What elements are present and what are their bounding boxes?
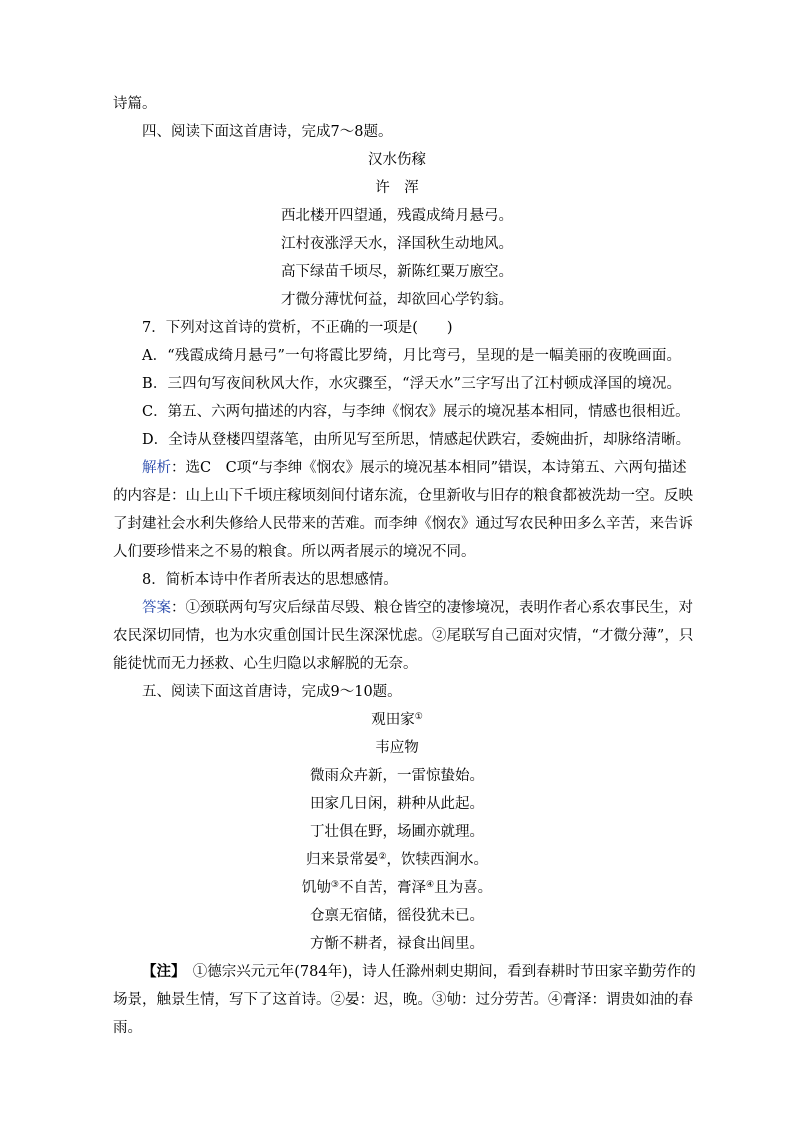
- option-a: A．“残霞成绮月悬弓”一句将霞比罗绮，月比弯弓，呈现的是一幅美丽的夜晚画面。: [142, 348, 681, 364]
- poem2-line-part: ，饮犊西涧水。: [386, 852, 489, 868]
- note-line: 雨。: [113, 1020, 142, 1036]
- analysis-line: 人们要珍惜来之不易的粮食。所以两者展示的境况不同。: [113, 544, 476, 560]
- poem2-line: 田家几日闲，耕种从此起。: [310, 796, 484, 812]
- analysis-line: 的内容是：山上山下千顷庄稼顷刻间付诸东流，仓里新收与旧存的粮食都被洗劫一空。反映: [113, 488, 693, 504]
- poem1-line: 才微分薄忧何益，却欲回心学钓翁。: [281, 292, 513, 308]
- poem2-line: [0, 881, 794, 896]
- poem2-line-part: 饥劬: [301, 880, 331, 896]
- poem1-line: 江村夜涨浮天水，泽国秋生动地风。: [281, 236, 513, 252]
- poem1-title: 汉水伤稼: [368, 152, 426, 168]
- footnote-marker: ④: [426, 880, 435, 890]
- question-8: 8．简析本诗中作者所表达的思想感情。: [142, 572, 398, 588]
- note-line: [142, 963, 696, 980]
- footnote-marker: ①: [414, 712, 423, 722]
- analysis-line: [142, 460, 687, 476]
- poem2-title: [0, 713, 794, 728]
- paragraph-tail: 诗篇。: [113, 96, 157, 112]
- option-d: D．全诗从登楼四望落笔，由所见写至所思，情感起伏跌宕，委婉曲折，却脉络清晰。: [142, 432, 691, 448]
- poem2-line: 丁壮俱在野，场圃亦就理。: [310, 824, 484, 840]
- note-line: 场景，触景生情，写下了这首诗。②晏：迟，晚。③劬：过分劳苦。④膏泽：谓贵如油的春: [113, 992, 693, 1008]
- analysis-label: 解析: [142, 460, 171, 476]
- poem2-line-part: 且为喜。: [434, 880, 493, 896]
- analysis-line: 了封建社会水利失修给人民带来的苦难。而李绅《悯农》通过写农民种田多么辛苦，来告诉: [113, 516, 693, 532]
- poem2-line: [0, 853, 794, 868]
- footnote-marker: ②: [378, 852, 387, 862]
- option-b: B．三四句写夜间秋风大作，水灾骤至，“浮天水”三字写出了江村顿成泽国的境况。: [142, 376, 681, 392]
- answer-line: 能徒忧而无力拯救、心生归隐以求解脱的无奈。: [113, 656, 418, 672]
- analysis-text: ：选C C项“与李绅《悯农》展示的境况基本相同”错误，本诗第五、六两句描述: [171, 460, 687, 476]
- section-five-heading: 五、阅读下面这首唐诗，完成9～10题。: [142, 684, 402, 700]
- answer-label: 答案: [142, 600, 171, 616]
- poem2-line: 仓禀无宿储，徭役犹未已。: [310, 908, 484, 924]
- footnote-marker: ③: [330, 880, 339, 890]
- poem1-line: 高下绿苗千顷尽，新陈红粟万廒空。: [281, 264, 513, 280]
- note-text: ①德宗兴元元年(784年)，诗人任滁州刺史期间，看到春耕时节田家辛勤劳作的: [192, 964, 696, 980]
- poem2-line-part: 不自苦，膏泽: [339, 880, 426, 896]
- poem2-title-text: 观田家: [371, 712, 415, 728]
- section-four-heading: 四、阅读下面这首唐诗，完成7～8题。: [142, 124, 393, 140]
- poem1-line: 西北楼开四望通，残霞成绮月悬弓。: [281, 208, 513, 224]
- note-label: 【注】: [142, 963, 179, 980]
- question-7: 7．下列对这首诗的赏析，不正确的一项是( ): [142, 320, 453, 336]
- answer-line: [142, 600, 693, 616]
- answer-text: ：①颈联两句写灾后绿苗尽毁、粮仓皆空的凄惨境况，表明作者心系农事民生，对: [171, 600, 693, 616]
- poem1-author: 许 浑: [375, 180, 419, 196]
- poem2-line: 方惭不耕者，禄食出闾里。: [310, 936, 484, 952]
- poem2-author: 韦应物: [375, 740, 419, 756]
- option-c: C．第五、六两句描述的内容，与李绅《悯农》展示的境况基本相同，情感也很相近。: [142, 404, 690, 420]
- answer-line: 农民深切同情，也为水灾重创国计民生深深忧虑。②尾联写自己面对灾情，“才微分薄”，只: [113, 628, 694, 644]
- poem2-line-part: 归来景常晏: [305, 852, 379, 868]
- poem2-line: 微雨众卉新，一雷惊蛰始。: [310, 768, 484, 784]
